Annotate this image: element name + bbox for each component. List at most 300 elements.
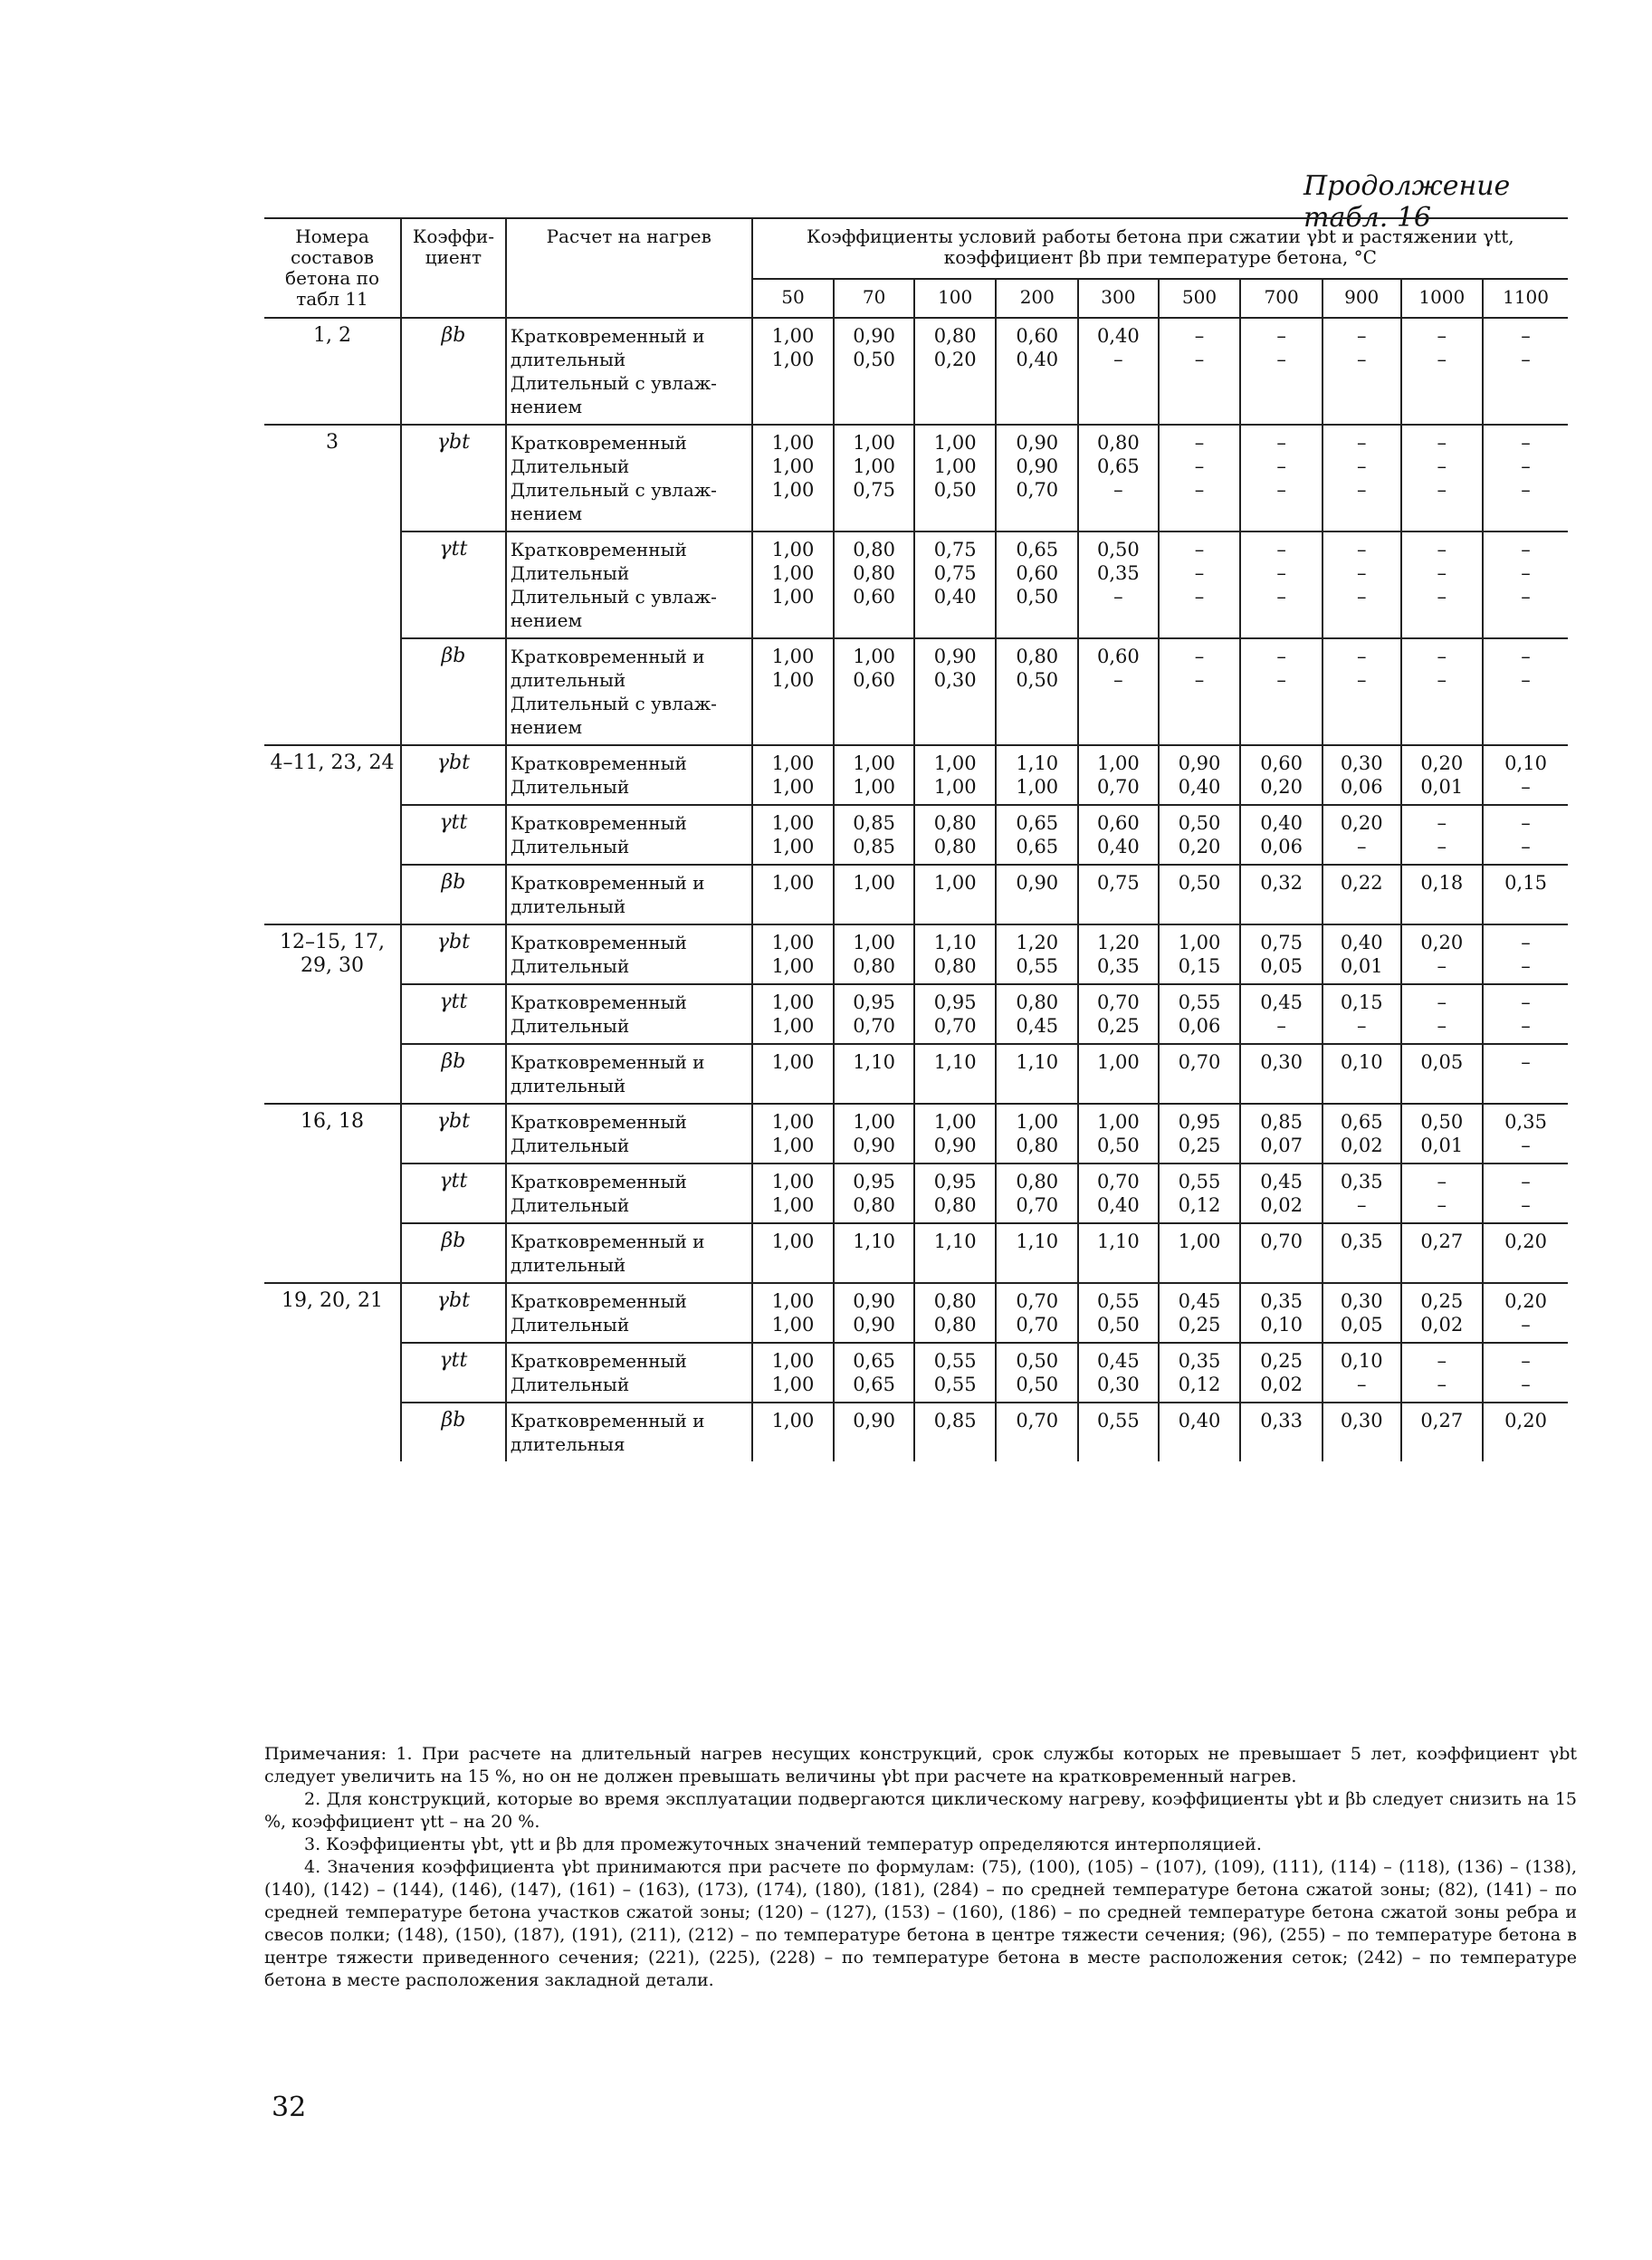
- value-cell: [834, 1044, 914, 1104]
- header-conditions: Коэффициенты условий работы бетона при сжатии γbt и растяжении γtt, коэффициент βb при температуре бетона, °С: [752, 218, 1568, 279]
- value-cell: [752, 1164, 835, 1223]
- value-cell: [1240, 924, 1323, 984]
- value: –: [1437, 349, 1447, 370]
- value-cell: [914, 531, 997, 638]
- heating-mode-label: Кратковременный и длительныя: [510, 1410, 705, 1455]
- value-cell: [1323, 1044, 1401, 1104]
- value: –: [1356, 586, 1367, 608]
- value: –: [1521, 1015, 1531, 1037]
- value: 1,10: [853, 1051, 895, 1073]
- value-cell: [1159, 984, 1241, 1044]
- heating-mode-label: Длительный с увлаж-нением: [510, 693, 717, 738]
- value-cell: [996, 1164, 1078, 1223]
- heating-mode-label: Длительный: [510, 1314, 630, 1336]
- value-cell: [996, 1343, 1078, 1403]
- value: 0,80: [853, 1194, 895, 1216]
- value: –: [1521, 1374, 1531, 1395]
- value: –: [1194, 586, 1205, 608]
- value: 1,20: [1097, 932, 1140, 953]
- value: 0,80: [933, 1194, 977, 1216]
- table-caption: Продолжение табл. 16: [1303, 170, 1511, 234]
- value: 0,01: [1340, 955, 1383, 977]
- value-cell: [1401, 1403, 1484, 1461]
- value: 0,65: [1097, 455, 1140, 477]
- value: 0,20: [1178, 836, 1221, 857]
- heating-mode-label: Кратковременный: [510, 432, 687, 454]
- value: –: [1194, 325, 1205, 347]
- value: 1,00: [771, 479, 815, 501]
- value: 0,80: [933, 325, 977, 347]
- value-cell: [1323, 865, 1401, 924]
- value: –: [1437, 1015, 1447, 1037]
- heating-mode-cell: [506, 1104, 752, 1164]
- value: 1,00: [853, 455, 895, 477]
- value-cell: [1240, 1283, 1323, 1343]
- value: –: [1276, 349, 1286, 370]
- value-cell: [1078, 1044, 1159, 1104]
- value: 0,60: [1016, 562, 1059, 584]
- value: 1,10: [853, 1231, 895, 1252]
- temp-header: 900: [1323, 279, 1401, 318]
- heating-mode-cell: [506, 1164, 752, 1223]
- value: 0,80: [933, 1290, 977, 1312]
- value-cell: [1240, 1343, 1323, 1403]
- value-cell: [1401, 1343, 1484, 1403]
- value: 0,80: [1016, 991, 1059, 1013]
- header-heating: Расчет на нагрев: [506, 218, 752, 318]
- value: –: [1276, 455, 1286, 477]
- value-cell: [1078, 531, 1159, 638]
- value: 1,00: [1178, 932, 1221, 953]
- value: 0,70: [1016, 479, 1059, 501]
- value: 0,75: [853, 479, 895, 501]
- table-row: [264, 1104, 1568, 1164]
- value: 0,40: [1097, 325, 1140, 347]
- value-cell: [1323, 924, 1401, 984]
- value: –: [1276, 479, 1286, 501]
- value-cell: [996, 1104, 1078, 1164]
- value: 0,55: [1178, 991, 1221, 1013]
- value: 0,90: [1016, 455, 1059, 477]
- value: 0,65: [853, 1374, 895, 1395]
- value: 0,90: [853, 1314, 895, 1336]
- heating-mode-cell: [506, 1343, 752, 1403]
- value-cell: [1323, 425, 1401, 531]
- value: –: [1356, 1194, 1367, 1216]
- value: –: [1437, 991, 1447, 1013]
- value: –: [1276, 562, 1286, 584]
- value: 0,90: [1016, 872, 1059, 894]
- value-cell: [752, 745, 835, 805]
- table-row: [264, 638, 1568, 745]
- value: –: [1194, 349, 1205, 370]
- value-cell: [996, 865, 1078, 924]
- value: –: [1521, 479, 1531, 501]
- heating-mode-label: Кратковременный: [510, 812, 687, 834]
- table-row: [264, 1223, 1568, 1283]
- heating-mode-label: Длительный с увлаж-нением: [510, 586, 717, 631]
- value-cell: [1401, 924, 1484, 984]
- value-cell: [1159, 805, 1241, 865]
- value-cell: [914, 984, 997, 1044]
- value: –: [1113, 669, 1123, 691]
- value-cell: [1323, 984, 1401, 1044]
- value: –: [1194, 646, 1205, 667]
- value: 1,00: [771, 991, 815, 1013]
- value-cell: [914, 865, 997, 924]
- coefficient-cell: γbt: [401, 425, 506, 531]
- value-cell: [752, 1403, 835, 1461]
- header-coefficient: Коэффи-циент: [401, 218, 506, 318]
- value: 1,00: [771, 455, 815, 477]
- value-cell: [1240, 318, 1323, 425]
- header-composition: Номера составов бетона по табл 11: [264, 218, 401, 318]
- value: 0,65: [1016, 539, 1059, 560]
- value: –: [1276, 539, 1286, 560]
- heating-mode-cell: [506, 1403, 752, 1461]
- value: 0,65: [1016, 812, 1059, 834]
- value: 0,90: [1178, 752, 1221, 774]
- value: 0,20: [933, 349, 977, 370]
- value: 1,00: [933, 432, 977, 454]
- coefficient-cell: γtt: [401, 984, 506, 1044]
- value: 0,40: [1097, 1194, 1140, 1216]
- value: –: [1521, 812, 1531, 834]
- value: 0,20: [1340, 812, 1383, 834]
- value: 1,00: [1097, 1111, 1140, 1133]
- coefficient-cell: γtt: [401, 805, 506, 865]
- value-cell: [1078, 638, 1159, 745]
- value: 0,90: [933, 646, 977, 667]
- heating-mode-cell: [506, 318, 752, 425]
- value-cell: [834, 805, 914, 865]
- value: 1,00: [771, 325, 815, 347]
- value-cell: [1483, 638, 1568, 745]
- value-cell: [996, 318, 1078, 425]
- value: 0,90: [853, 1410, 895, 1432]
- value-cell: [996, 1223, 1078, 1283]
- value: 0,80: [1016, 1135, 1059, 1156]
- value: 0,60: [853, 586, 895, 608]
- value: 0,80: [1016, 1171, 1059, 1192]
- value-cell: [752, 1223, 835, 1283]
- value-cell: [1323, 1343, 1401, 1403]
- value-cell: [752, 984, 835, 1044]
- coefficient-cell: βb: [401, 1044, 506, 1104]
- heating-mode-cell: [506, 745, 752, 805]
- value: 1,00: [853, 432, 895, 454]
- value: 0,75: [933, 562, 977, 584]
- value: 1,00: [1016, 1111, 1059, 1133]
- value-cell: [1159, 1283, 1241, 1343]
- value: 0,10: [1340, 1051, 1383, 1073]
- value-cell: [1078, 1104, 1159, 1164]
- value: 0,75: [1260, 932, 1303, 953]
- value: 1,00: [771, 1015, 815, 1037]
- value: 0,50: [1097, 1135, 1140, 1156]
- value-cell: [1483, 805, 1568, 865]
- value: 1,00: [771, 1314, 815, 1336]
- value-cell: [1078, 865, 1159, 924]
- value: –: [1194, 539, 1205, 560]
- value-cell: [914, 1044, 997, 1104]
- value: 1,00: [933, 455, 977, 477]
- value: 0,50: [1178, 872, 1221, 894]
- value: –: [1356, 479, 1367, 501]
- value: 1,10: [1016, 1231, 1059, 1252]
- value: –: [1194, 455, 1205, 477]
- value: –: [1276, 646, 1286, 667]
- value: 0,65: [853, 1350, 895, 1372]
- value: 1,00: [853, 872, 895, 894]
- value: 1,10: [933, 932, 977, 953]
- value-cell: [834, 318, 914, 425]
- heating-mode-label: Длительный: [510, 1015, 630, 1037]
- value: 0,01: [1420, 1135, 1464, 1156]
- value: 0,20: [1420, 932, 1464, 953]
- value-cell: [1240, 531, 1323, 638]
- coefficient-cell: γbt: [401, 745, 506, 805]
- value: 0,40: [933, 586, 977, 608]
- value-cell: [834, 865, 914, 924]
- value-cell: [834, 984, 914, 1044]
- value-cell: [834, 1403, 914, 1461]
- heating-mode-label: Кратковременный и длительный: [510, 646, 705, 691]
- value: 1,00: [1097, 752, 1140, 774]
- heating-mode-cell: [506, 1044, 752, 1104]
- value: 0,85: [933, 1410, 977, 1432]
- heating-mode-cell: [506, 425, 752, 531]
- value: –: [1437, 562, 1447, 584]
- value-cell: [914, 1283, 997, 1343]
- composition-cell: 3: [264, 425, 401, 745]
- coefficient-cell: βb: [401, 318, 506, 425]
- value: 0,25: [1420, 1290, 1464, 1312]
- value: –: [1521, 349, 1531, 370]
- value: 0,27: [1420, 1231, 1464, 1252]
- value-cell: [1401, 865, 1484, 924]
- value: –: [1356, 646, 1367, 667]
- value-cell: [1078, 1283, 1159, 1343]
- table-row: [264, 531, 1568, 638]
- value: –: [1521, 432, 1531, 454]
- value: 0,60: [1097, 646, 1140, 667]
- value: –: [1437, 955, 1447, 977]
- value: –: [1521, 669, 1531, 691]
- value: –: [1437, 1350, 1447, 1372]
- value-cell: [996, 745, 1078, 805]
- value-cell: [1483, 1223, 1568, 1283]
- value: 0,80: [933, 812, 977, 834]
- value-cell: [752, 1343, 835, 1403]
- value: –: [1356, 669, 1367, 691]
- heating-mode-cell: [506, 531, 752, 638]
- heating-mode-label: Кратковременный и длительный: [510, 872, 705, 917]
- value-cell: [914, 1223, 997, 1283]
- value: 0,40: [1178, 1410, 1221, 1432]
- heating-mode-label: Длительный: [510, 1194, 630, 1216]
- heating-mode-cell: [506, 865, 752, 924]
- value-cell: [1159, 1403, 1241, 1461]
- value-cell: [1078, 318, 1159, 425]
- value: 1,00: [771, 646, 815, 667]
- value-cell: [752, 1283, 835, 1343]
- value: –: [1194, 479, 1205, 501]
- value-cell: [1483, 1104, 1568, 1164]
- coefficient-cell: γtt: [401, 1343, 506, 1403]
- value: 0,25: [1178, 1135, 1221, 1156]
- value: 0,45: [1016, 1015, 1059, 1037]
- value-cell: [996, 924, 1078, 984]
- heating-mode-label: Длительный: [510, 1374, 630, 1395]
- value-cell: [1078, 425, 1159, 531]
- table-row: [264, 1044, 1568, 1104]
- value-cell: [1401, 318, 1484, 425]
- value-cell: [1240, 865, 1323, 924]
- value-cell: [1323, 1104, 1401, 1164]
- value: 0,50: [933, 479, 977, 501]
- value: 0,90: [933, 1135, 977, 1156]
- value: 0,55: [933, 1374, 977, 1395]
- value: 1,10: [1097, 1231, 1140, 1252]
- value: 0,95: [1178, 1111, 1221, 1133]
- heating-mode-cell: [506, 805, 752, 865]
- value: –: [1521, 776, 1531, 798]
- value-cell: [996, 531, 1078, 638]
- value: 0,75: [933, 539, 977, 560]
- coefficient-cell: γbt: [401, 924, 506, 984]
- value: 0,35: [1340, 1171, 1383, 1192]
- value-cell: [996, 425, 1078, 531]
- value: 0,40: [1340, 932, 1383, 953]
- value-cell: [834, 1223, 914, 1283]
- value: 1,00: [771, 1350, 815, 1372]
- value: 0,50: [1016, 669, 1059, 691]
- value: 1,00: [771, 1051, 815, 1073]
- value: 1,00: [933, 1111, 977, 1133]
- value-cell: [996, 1283, 1078, 1343]
- value: 0,95: [853, 991, 895, 1013]
- value: –: [1437, 539, 1447, 560]
- value: –: [1521, 991, 1531, 1013]
- value-cell: [1159, 745, 1241, 805]
- heating-mode-label: Кратковременный: [510, 1171, 687, 1192]
- value: –: [1437, 1194, 1447, 1216]
- value: –: [1437, 479, 1447, 501]
- value-cell: [1323, 745, 1401, 805]
- value: 0,05: [1420, 1051, 1464, 1073]
- value-cell: [1401, 745, 1484, 805]
- value-cell: [996, 638, 1078, 745]
- heating-mode-label: Кратковременный: [510, 539, 687, 560]
- value: 0,85: [853, 812, 895, 834]
- value: 0,20: [1504, 1410, 1547, 1432]
- value: –: [1437, 432, 1447, 454]
- value: 0,01: [1420, 776, 1464, 798]
- value: 1,00: [1097, 1051, 1140, 1073]
- value: –: [1437, 586, 1447, 608]
- temp-header: 300: [1078, 279, 1159, 318]
- value: 0,10: [1340, 1350, 1383, 1372]
- value-cell: [1483, 865, 1568, 924]
- value-cell: [1078, 1403, 1159, 1461]
- value: –: [1113, 349, 1123, 370]
- value: 0,40: [1260, 812, 1303, 834]
- value-cell: [996, 805, 1078, 865]
- value: –: [1356, 432, 1367, 454]
- value: 1,00: [1016, 776, 1059, 798]
- value: 0,45: [1097, 1350, 1140, 1372]
- value: –: [1521, 1171, 1531, 1192]
- value: –: [1521, 1314, 1531, 1336]
- value: 0,06: [1178, 1015, 1221, 1037]
- value: 0,80: [1097, 432, 1140, 454]
- heating-mode-label: Кратковременный: [510, 1290, 687, 1312]
- value: 1,00: [853, 1111, 895, 1133]
- value: 0,95: [933, 1171, 977, 1192]
- value: 0,70: [1097, 776, 1140, 798]
- value: 1,00: [771, 752, 815, 774]
- value: 0,32: [1260, 872, 1303, 894]
- value: 0,27: [1420, 1410, 1464, 1432]
- value-cell: [1323, 1403, 1401, 1461]
- value-cell: [996, 984, 1078, 1044]
- value-cell: [914, 805, 997, 865]
- value: 0,70: [1260, 1231, 1303, 1252]
- value: 1,00: [853, 752, 895, 774]
- value: 0,60: [1097, 812, 1140, 834]
- value-cell: [1401, 1044, 1484, 1104]
- page-number: 32: [272, 2092, 307, 2123]
- value-cell: [834, 638, 914, 745]
- value-cell: [914, 924, 997, 984]
- value: 1,00: [771, 776, 815, 798]
- value: 0,70: [1016, 1290, 1059, 1312]
- value-cell: [1323, 531, 1401, 638]
- temp-header: 700: [1240, 279, 1323, 318]
- value: 1,00: [771, 1171, 815, 1192]
- note-paragraph: 3. Коэффициенты γbt, γtt и βb для промежуточных значений температур определяются интерполяцией.: [304, 1834, 1262, 1854]
- value: 0,80: [933, 836, 977, 857]
- value: 1,00: [771, 812, 815, 834]
- notes-section: [264, 1743, 1577, 1992]
- table-row: [264, 745, 1568, 805]
- heating-mode-label: Длительный: [510, 836, 630, 857]
- value-cell: [1159, 1044, 1241, 1104]
- value: 1,00: [771, 562, 815, 584]
- value-cell: [1483, 1283, 1568, 1343]
- value: 0,40: [1016, 349, 1059, 370]
- value-cell: [834, 425, 914, 531]
- value-cell: [914, 1403, 997, 1461]
- value: 0,30: [1097, 1374, 1140, 1395]
- value-cell: [1483, 1044, 1568, 1104]
- temp-header: 100: [914, 279, 997, 318]
- value: 0,18: [1420, 872, 1464, 894]
- heating-mode-cell: [506, 638, 752, 745]
- value-cell: [1401, 425, 1484, 531]
- value-cell: [752, 638, 835, 745]
- temp-header: 500: [1159, 279, 1241, 318]
- value-cell: [1240, 1104, 1323, 1164]
- value: 0,55: [1178, 1171, 1221, 1192]
- value-cell: [914, 638, 997, 745]
- value: 0,70: [853, 1015, 895, 1037]
- value: 1,00: [771, 539, 815, 560]
- value: 0,90: [853, 325, 895, 347]
- value-cell: [1159, 318, 1241, 425]
- value: 1,00: [771, 586, 815, 608]
